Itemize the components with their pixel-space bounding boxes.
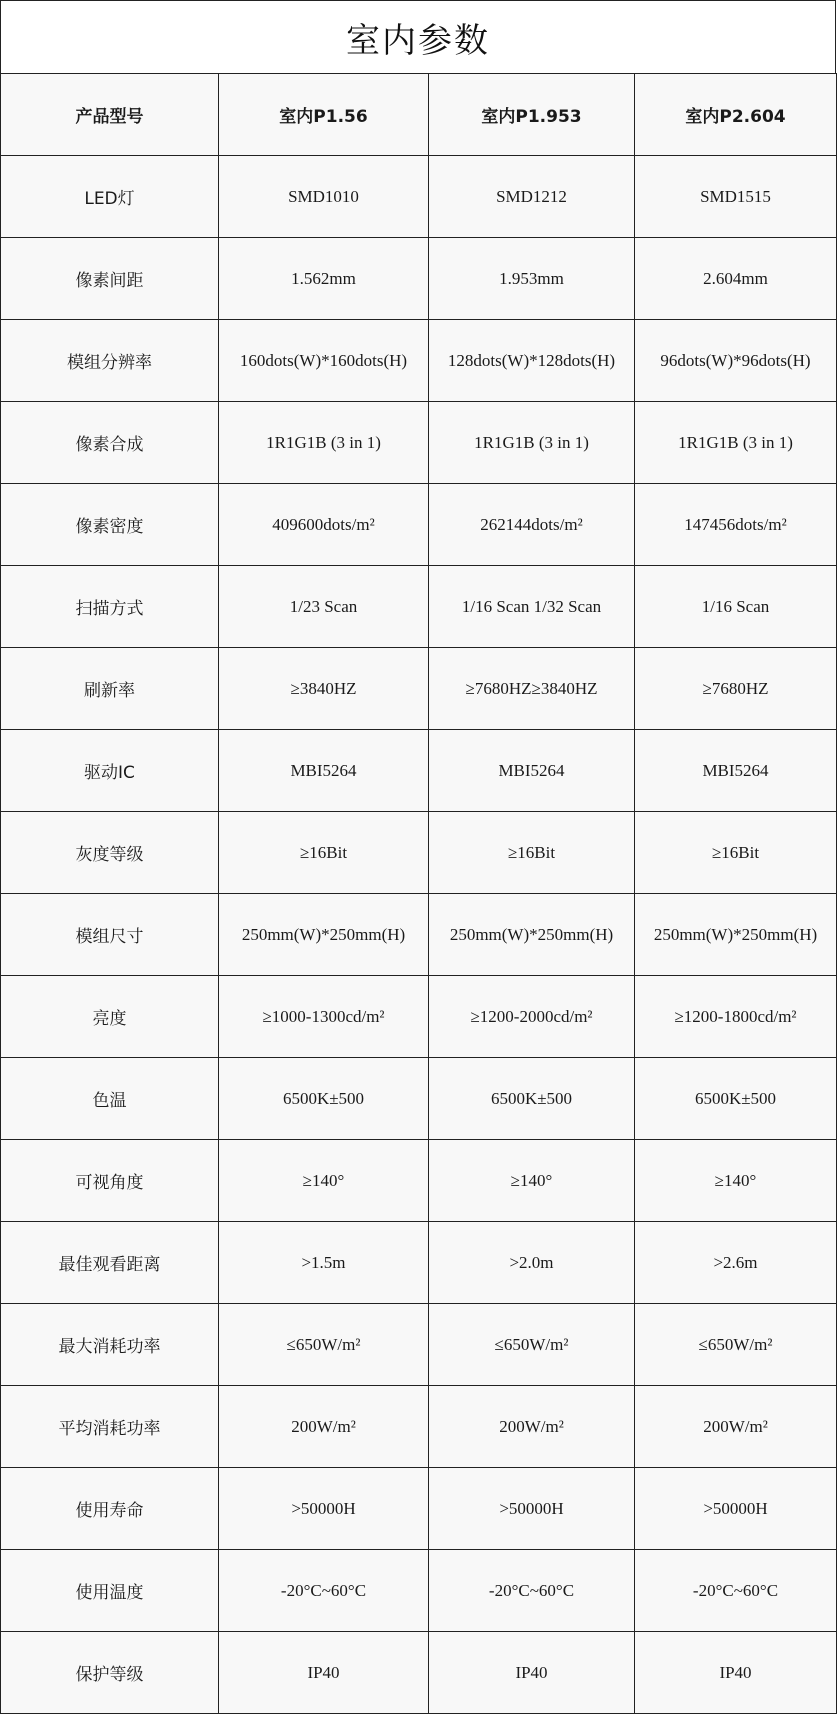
row-value: 1.562mm <box>219 238 429 320</box>
row-value: MBI5264 <box>219 730 429 812</box>
row-label: 最佳观看距离 <box>1 1222 219 1304</box>
row-label: 驱动IC <box>1 730 219 812</box>
row-label: 刷新率 <box>1 648 219 730</box>
table-row <box>1 1304 837 1386</box>
row-value: 147456dots/m² <box>635 484 837 566</box>
table-row <box>1 976 837 1058</box>
sheet-title: 室内参数 <box>0 0 836 73</box>
row-value: ≥140° <box>219 1140 429 1222</box>
row-value: ≤650W/m² <box>429 1304 635 1386</box>
table-row <box>1 1058 837 1140</box>
header-cell-p1953: 室内P1.953 <box>429 74 635 156</box>
row-label: 平均消耗功率 <box>1 1386 219 1468</box>
row-value: ≥16Bit <box>429 812 635 894</box>
row-value: -20°C~60°C <box>219 1550 429 1632</box>
row-label: LED灯 <box>1 156 219 238</box>
row-value: 250mm(W)*250mm(H) <box>219 894 429 976</box>
row-value: 1R1G1B (3 in 1) <box>429 402 635 484</box>
row-value: >2.0m <box>429 1222 635 1304</box>
row-label: 像素间距 <box>1 238 219 320</box>
table-row <box>1 156 837 238</box>
row-value: ≥3840HZ <box>219 648 429 730</box>
row-value: >2.6m <box>635 1222 837 1304</box>
table-row <box>1 1550 837 1632</box>
row-value: 6500K±500 <box>219 1058 429 1140</box>
table-row <box>1 1632 837 1714</box>
row-label: 像素合成 <box>1 402 219 484</box>
table-row <box>1 1222 837 1304</box>
row-value: 1.953mm <box>429 238 635 320</box>
row-value: 96dots(W)*96dots(H) <box>635 320 837 402</box>
table-row <box>1 566 837 648</box>
row-label: 亮度 <box>1 976 219 1058</box>
row-value: ≥16Bit <box>219 812 429 894</box>
table-row <box>1 402 837 484</box>
row-value: ≥7680HZ <box>635 648 837 730</box>
row-label: 像素密度 <box>1 484 219 566</box>
header-cell-p2604: 室内P2.604 <box>635 74 837 156</box>
row-label: 模组分辨率 <box>1 320 219 402</box>
row-label: 最大消耗功率 <box>1 1304 219 1386</box>
row-value: IP40 <box>429 1632 635 1714</box>
row-label: 可视角度 <box>1 1140 219 1222</box>
row-value: 6500K±500 <box>635 1058 837 1140</box>
header-row <box>1 74 837 156</box>
row-value: 128dots(W)*128dots(H) <box>429 320 635 402</box>
row-label: 使用温度 <box>1 1550 219 1632</box>
row-value: 1R1G1B (3 in 1) <box>635 402 837 484</box>
row-label: 使用寿命 <box>1 1468 219 1550</box>
row-value: MBI5264 <box>635 730 837 812</box>
row-value: ≥1200-1800cd/m² <box>635 976 837 1058</box>
row-label: 模组尺寸 <box>1 894 219 976</box>
row-value: 250mm(W)*250mm(H) <box>635 894 837 976</box>
row-value: ≤650W/m² <box>219 1304 429 1386</box>
row-value: 1R1G1B (3 in 1) <box>219 402 429 484</box>
row-value: 200W/m² <box>219 1386 429 1468</box>
row-value: 409600dots/m² <box>219 484 429 566</box>
row-value: 200W/m² <box>429 1386 635 1468</box>
row-value: ≥16Bit <box>635 812 837 894</box>
row-value: 6500K±500 <box>429 1058 635 1140</box>
row-value: >1.5m <box>219 1222 429 1304</box>
row-value: -20°C~60°C <box>635 1550 837 1632</box>
row-value: 200W/m² <box>635 1386 837 1468</box>
table-row <box>1 894 837 976</box>
row-value: MBI5264 <box>429 730 635 812</box>
row-value: >50000H <box>429 1468 635 1550</box>
row-value: ≥1000-1300cd/m² <box>219 976 429 1058</box>
table-row <box>1 648 837 730</box>
table-row <box>1 1386 837 1468</box>
row-value: ≥140° <box>635 1140 837 1222</box>
spec-table <box>0 73 837 1714</box>
row-value: 1/23 Scan <box>219 566 429 648</box>
row-value: 1/16 Scan <box>635 566 837 648</box>
row-value: ≥1200-2000cd/m² <box>429 976 635 1058</box>
row-value: 262144dots/m² <box>429 484 635 566</box>
table-row <box>1 320 837 402</box>
row-label: 色温 <box>1 1058 219 1140</box>
header-cell-p156: 室内P1.56 <box>219 74 429 156</box>
row-value: SMD1010 <box>219 156 429 238</box>
table-row <box>1 484 837 566</box>
table-row <box>1 238 837 320</box>
table-row <box>1 812 837 894</box>
row-value: SMD1212 <box>429 156 635 238</box>
row-value: IP40 <box>635 1632 837 1714</box>
row-label: 扫描方式 <box>1 566 219 648</box>
row-value: ≥140° <box>429 1140 635 1222</box>
row-label: 保护等级 <box>1 1632 219 1714</box>
row-value: -20°C~60°C <box>429 1550 635 1632</box>
row-value: ≥7680HZ≥3840HZ <box>429 648 635 730</box>
row-value: 250mm(W)*250mm(H) <box>429 894 635 976</box>
row-value: >50000H <box>219 1468 429 1550</box>
spec-table-body <box>1 156 837 1714</box>
row-value: ≤650W/m² <box>635 1304 837 1386</box>
row-value: SMD1515 <box>635 156 837 238</box>
table-row <box>1 730 837 812</box>
row-value: 160dots(W)*160dots(H) <box>219 320 429 402</box>
row-value: >50000H <box>635 1468 837 1550</box>
table-row <box>1 1140 837 1222</box>
row-value: 2.604mm <box>635 238 837 320</box>
row-value: IP40 <box>219 1632 429 1714</box>
header-cell-model-label: 产品型号 <box>1 74 219 156</box>
row-value: 1/16 Scan 1/32 Scan <box>429 566 635 648</box>
table-row <box>1 1468 837 1550</box>
row-label: 灰度等级 <box>1 812 219 894</box>
